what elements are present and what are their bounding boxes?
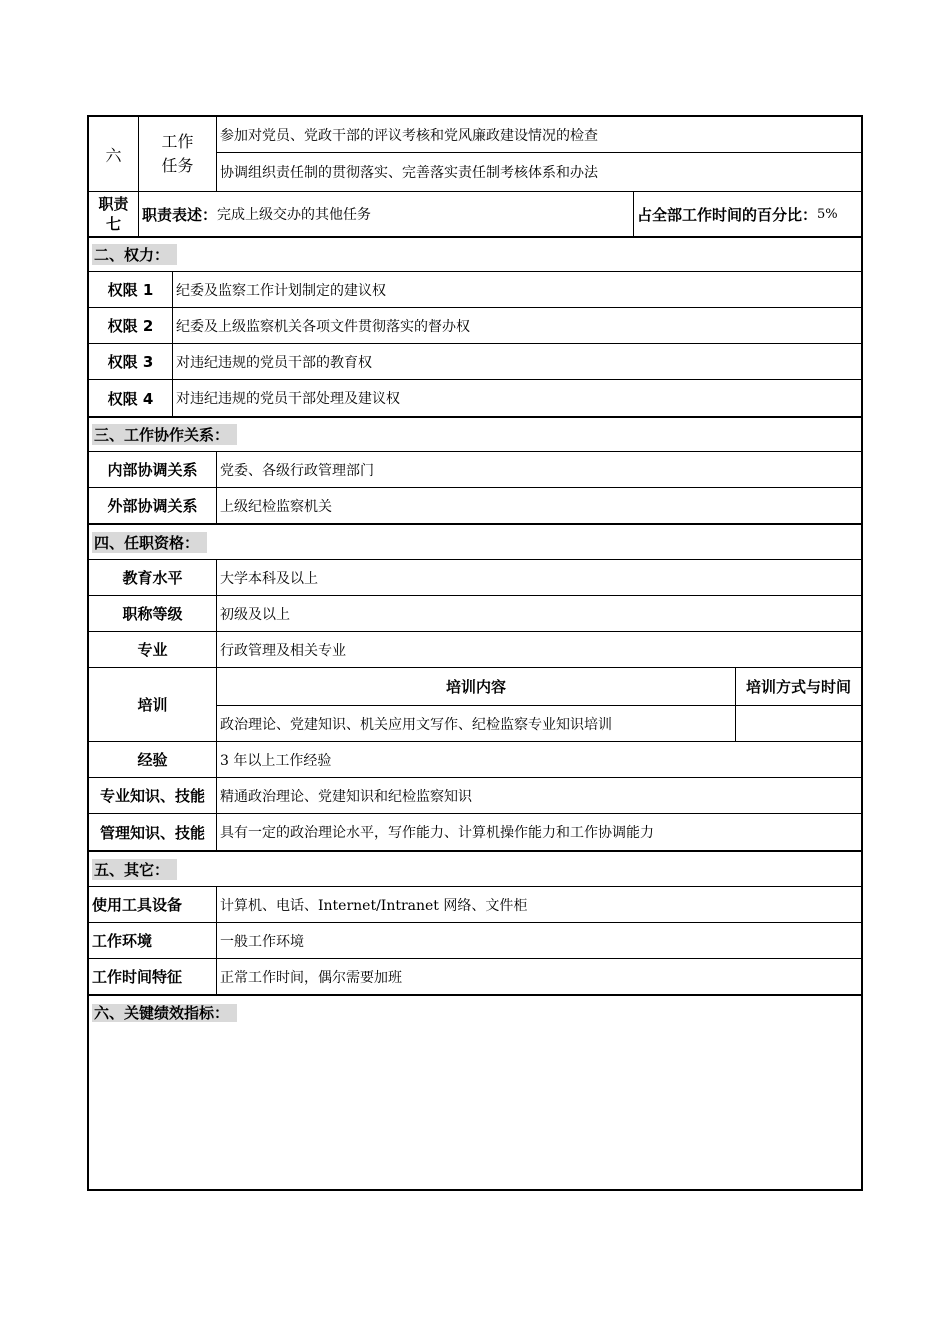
authority-label-3: 权限 3 <box>89 344 173 379</box>
relations-title: 三、工作协作关系： <box>89 418 861 451</box>
other-title-row <box>89 852 861 887</box>
experience-label: 经验 <box>89 742 217 777</box>
relations-title-row <box>89 418 861 452</box>
authority-text-4: 对违纪违规的党员干部处理及建议权 <box>176 391 400 407</box>
duty-6-task-label: 工作任务 <box>139 117 217 191</box>
env-value: 一般工作环境 <box>220 933 304 950</box>
education-label: 教育水平 <box>89 560 217 595</box>
qualifications-section <box>87 525 863 852</box>
authority-label-4: 权限 4 <box>89 380 173 416</box>
experience-value: 3 年以上工作经验 <box>220 752 332 769</box>
env-row <box>89 923 861 959</box>
training-method-value <box>736 706 861 741</box>
authority-section <box>87 238 863 418</box>
relations-internal-row <box>89 452 861 488</box>
authority-row-2 <box>89 308 861 344</box>
duty-7-description <box>139 192 634 236</box>
duty-7-pct-label: 占全部工作时间的百分比： <box>637 205 818 224</box>
qualifications-title-row <box>89 525 861 560</box>
mgmt-value: 具有一定的政治理论水平，写作能力、计算机操作能力和工作协调能力 <box>220 825 654 841</box>
relations-internal-label: 内部协调关系 <box>89 452 217 487</box>
duty-6-block <box>87 115 863 192</box>
other-title: 五、其它： <box>89 852 861 886</box>
major-label: 专业 <box>89 632 217 667</box>
training-header-row <box>217 668 861 706</box>
title-level-row <box>89 596 861 632</box>
training-content-header: 培训内容 <box>217 668 736 705</box>
title-level-value: 初级及以上 <box>220 606 290 623</box>
tools-label: 使用工具设备 <box>89 887 217 922</box>
duty-6-number: 六 <box>89 117 139 191</box>
title-level-label: 职称等级 <box>89 596 217 631</box>
skills-row <box>89 778 861 814</box>
duty-7-block <box>87 192 863 238</box>
authority-row-4 <box>89 380 861 416</box>
authority-text-2: 纪委及上级监察机关各项文件贯彻落实的督办权 <box>176 318 470 335</box>
skills-label: 专业知识、技能 <box>89 778 217 813</box>
duty-6-task-1: 参加对党员、党政干部的评议考核和党风廉政建设情况的检查 <box>217 117 861 153</box>
training-label: 培训 <box>89 668 217 741</box>
duty-6-tasks <box>217 117 861 191</box>
authority-title: 二、权力： <box>89 238 861 271</box>
tools-value: 计算机、电话、Internet/Intranet 网络、文件柜 <box>220 897 528 914</box>
authority-title-row <box>89 238 861 272</box>
relations-section <box>87 418 863 525</box>
job-description-sheet <box>87 115 863 1191</box>
training-value-row <box>217 706 861 741</box>
duty-7-percentage <box>634 192 861 236</box>
authority-label-1: 权限 1 <box>89 272 173 307</box>
mgmt-row <box>89 814 861 850</box>
env-label: 工作环境 <box>89 923 217 958</box>
time-row <box>89 959 861 994</box>
education-value: 大学本科及以上 <box>220 570 318 587</box>
duty-7-number: 职责七 <box>89 192 139 236</box>
training-row <box>89 668 861 742</box>
major-row <box>89 632 861 668</box>
authority-row-3 <box>89 344 861 380</box>
authority-label-2: 权限 2 <box>89 308 173 343</box>
tools-row <box>89 887 861 923</box>
mgmt-label: 管理知识、技能 <box>89 814 217 850</box>
relations-external-text: 上级纪检监察机关 <box>220 498 332 515</box>
training-table <box>217 668 861 741</box>
experience-row <box>89 742 861 778</box>
authority-text-1: 纪委及监察工作计划制定的建议权 <box>176 282 386 299</box>
education-row <box>89 560 861 596</box>
authority-row-1 <box>89 272 861 308</box>
authority-list <box>89 272 861 416</box>
major-value: 行政管理及相关专业 <box>220 642 346 659</box>
other-section <box>87 852 863 996</box>
duty-6-task-2: 协调组织责任制的贯彻落实、完善落实责任制考核体系和办法 <box>220 165 598 182</box>
training-content-value: 政治理论、党建知识、机关应用文写作、纪检监察专业知识培训 <box>217 706 736 741</box>
relations-internal-text: 党委、各级行政管理部门 <box>220 462 374 479</box>
relations-external-row <box>89 488 861 523</box>
training-method-header: 培训方式与时间 <box>745 678 851 696</box>
skills-value: 精通政治理论、党建知识和纪检监察知识 <box>220 788 472 805</box>
qualifications-title: 四、任职资格： <box>89 525 861 559</box>
relations-external-label: 外部协调关系 <box>89 488 217 523</box>
duty-7-desc-label: 职责表述： <box>142 205 218 224</box>
duty-7-pct-value: 5% <box>817 206 838 222</box>
kpi-section <box>87 996 863 1191</box>
duty-7-desc-text: 完成上级交办的其他任务 <box>217 207 372 223</box>
kpi-title: 六、关键绩效指标： <box>89 996 861 1023</box>
authority-text-3: 对违纪违规的党员干部的教育权 <box>176 354 372 371</box>
time-label: 工作时间特征 <box>89 959 217 994</box>
time-value: 正常工作时间，偶尔需要加班 <box>220 969 402 986</box>
